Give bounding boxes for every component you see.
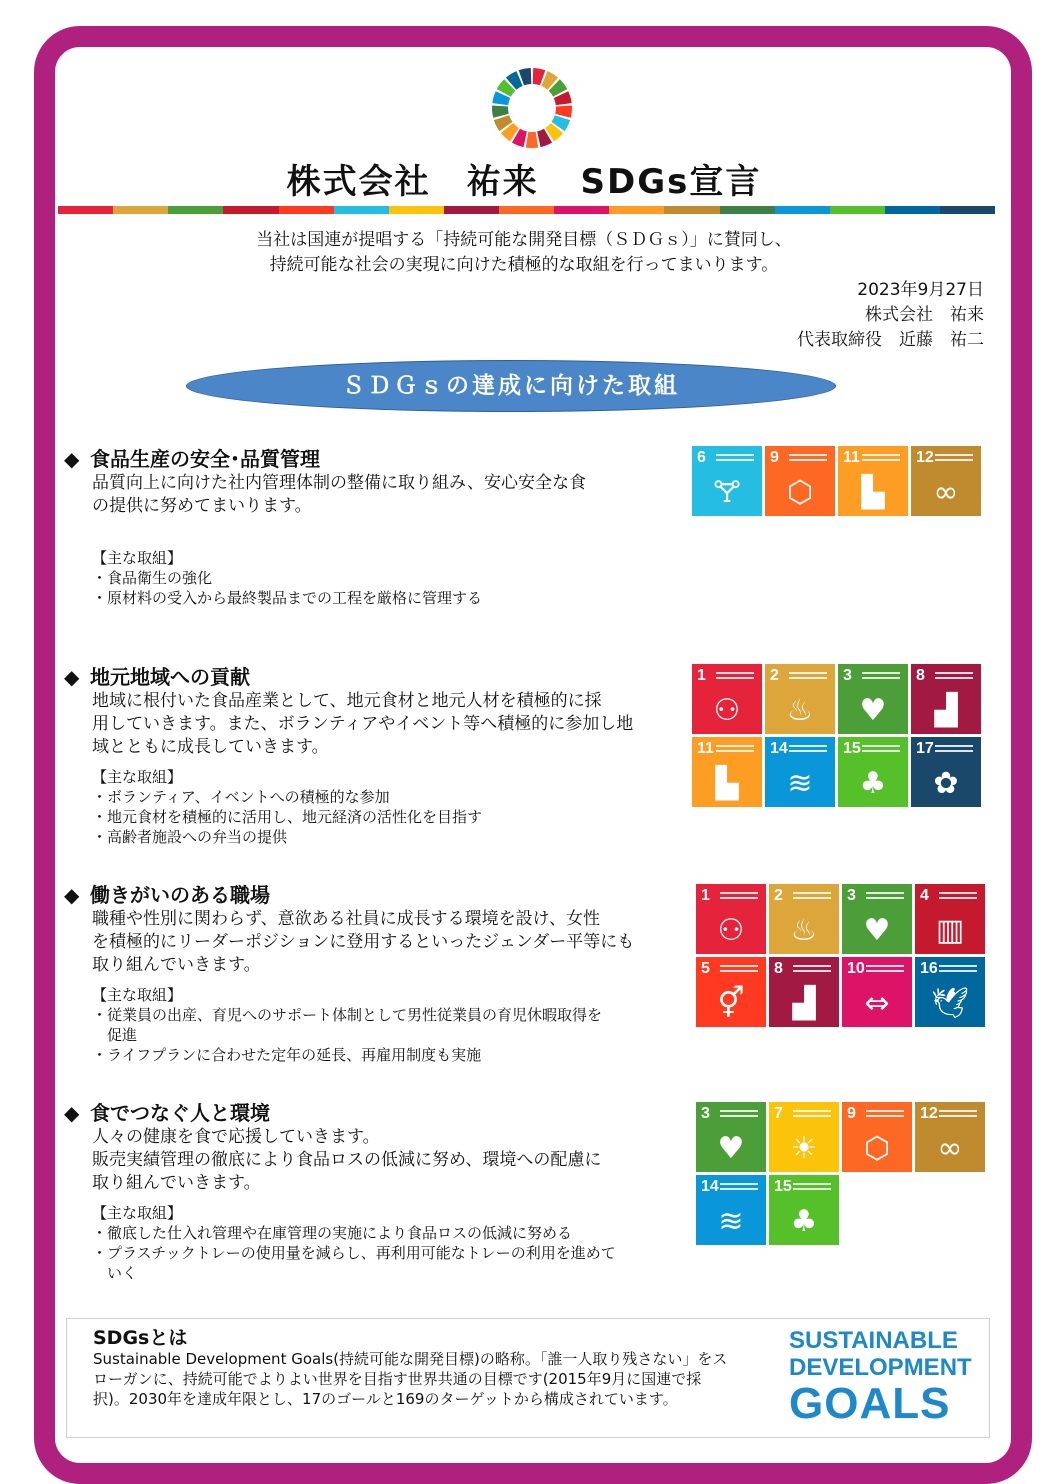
- goal-caption-lines: [720, 1110, 758, 1112]
- section-body: 職種や性別に関わらず、意欲ある社員に成長する環境を設け、女性 を積極的にリーダーポジションに登用するといったジェンダー平等にも 取り組んでいきます。: [92, 909, 635, 975]
- stripe-segment: [775, 206, 830, 214]
- goal-caption-lines: [716, 672, 754, 674]
- stripe-segment: [168, 206, 223, 214]
- goal-number: 8: [774, 960, 783, 977]
- consumption-icon: ∞: [933, 475, 959, 510]
- goal-number: 11: [843, 449, 860, 466]
- goal-caption-lines: [935, 672, 973, 674]
- sdg-goal-11-tile: [692, 737, 762, 807]
- sdg-goal-7-tile: [769, 1102, 839, 1172]
- partnership-icon: ✿: [933, 766, 959, 801]
- diamond-bullet-icon: ◆: [64, 665, 80, 689]
- sdgs-about-box: [66, 1318, 990, 1438]
- stripe-segment: [113, 206, 168, 214]
- goal-number: 9: [770, 449, 779, 466]
- industry-icon: ⬡: [786, 475, 814, 510]
- goal-number: 3: [847, 887, 856, 904]
- stripe-segment: [444, 206, 499, 214]
- goal-caption-lines: [716, 454, 754, 456]
- diamond-bullet-icon: ◆: [64, 447, 80, 471]
- health-icon: ♥: [717, 1131, 745, 1166]
- city-icon: ▙: [715, 766, 739, 801]
- goal-caption-lines: [716, 745, 754, 747]
- signature-block: [797, 278, 984, 353]
- declaration-title: SDGs宣言: [580, 162, 762, 202]
- sdg-goal-4-tile: [915, 884, 985, 954]
- wheel-segment: [492, 106, 509, 118]
- section-initiatives: 【主な取組】 ・ボランティア、イベントへの積極的な参加 ・地元食材を積極的に活用し、地元経済の活性化を目指す ・高齢者施設への弁当の提供: [92, 768, 483, 846]
- goal-caption-lines: [862, 672, 900, 674]
- declaration-date: 2023年9月27日: [857, 280, 984, 300]
- stripe-segment: [499, 206, 554, 214]
- sdg-goal-11-tile: [838, 446, 908, 516]
- section-food-environment: [64, 1100, 672, 1283]
- sdg-goal-15-tile: [838, 737, 908, 807]
- goal-number: 8: [916, 667, 925, 684]
- goal-caption-lines: [935, 454, 973, 456]
- sdg-goal-12-tile: [911, 446, 981, 516]
- stripe-segment: [940, 206, 995, 214]
- goal-caption-lines: [939, 892, 977, 894]
- goal-caption-lines: [789, 672, 827, 674]
- decent-work-icon: ▟: [792, 986, 816, 1021]
- section-local-community: [64, 664, 672, 847]
- goal-icons-local-community: [692, 664, 981, 807]
- goal-caption-lines: [939, 1110, 977, 1112]
- goal-caption-lines: [939, 965, 977, 967]
- zero-hunger-icon: ♨: [790, 913, 818, 948]
- wheel-segment: [555, 106, 572, 118]
- gender-equality-icon: ⚥: [717, 986, 745, 1021]
- goal-number: 5: [701, 960, 710, 977]
- life-below-water-icon: ≋: [787, 766, 813, 801]
- section-initiatives: 【主な取組】 ・食品衛生の強化 ・原材料の受入から最終製品までの工程を厳格に管理する: [92, 549, 483, 607]
- section-heading: ◆ 働きがいのある職場: [64, 883, 270, 907]
- no-poverty-icon: ⚇: [717, 913, 745, 948]
- sdgs-wheel-logo: [490, 66, 574, 150]
- sdg-goal-9-tile: [765, 446, 835, 516]
- section-body: 地域に根付いた食品産業として、地元食材と地元人材を積極的に採 用していきます。また、ボランティアやイベント等へ積極的に参加し地 域とともに成長していきます。: [92, 691, 634, 757]
- no-poverty-icon: ⚇: [713, 693, 741, 728]
- goal-caption-lines: [793, 1110, 831, 1112]
- section-initiatives: 【主な取組】 ・徹底した仕入れ管理や在庫管理の実施により食品ロスの低減に努める ・プラスチックトレーの使用量を減らし、再利用可能なトレーの利用を進めて いく: [92, 1204, 616, 1282]
- about-heading: SDGsとは: [93, 1327, 188, 1349]
- sdg-goal-2-tile: [765, 664, 835, 734]
- goal-caption-lines: [866, 1110, 904, 1112]
- goal-caption-lines: [935, 745, 973, 747]
- sustainable-development-goals-logo: SUSTAINABLE DEVELOPMENT GOALS: [789, 1327, 972, 1428]
- intro-text: [0, 228, 1048, 278]
- page-title: [0, 154, 1048, 203]
- goal-number: 1: [701, 887, 710, 904]
- section-heading: ◆ 食でつなぐ人と環境: [64, 1101, 270, 1125]
- stripe-segment: [223, 206, 278, 214]
- goal-number: 12: [916, 449, 934, 466]
- zero-hunger-icon: ♨: [786, 693, 814, 728]
- section-workplace: [64, 882, 672, 1065]
- goal-caption-lines: [789, 745, 827, 747]
- goal-number: 10: [847, 960, 865, 977]
- sdg-goal-2-tile: [769, 884, 839, 954]
- goal-number: 4: [920, 887, 929, 904]
- health-icon: ♥: [859, 693, 887, 728]
- stripe-segment: [279, 206, 334, 214]
- section-food-safety: [64, 446, 672, 608]
- stripe-segment: [334, 206, 389, 214]
- stripe-segment: [58, 206, 113, 214]
- stripe-segment: [664, 206, 719, 214]
- goal-number: 3: [701, 1105, 710, 1122]
- goal-icons-food-environment: [696, 1102, 985, 1245]
- goal-caption-lines: [793, 892, 831, 894]
- diamond-bullet-icon: ◆: [64, 883, 80, 907]
- goal-caption-lines: [793, 1183, 831, 1185]
- sdg-goal-6-tile: [692, 446, 762, 516]
- goal-caption-lines: [866, 965, 904, 967]
- city-icon: ▙: [861, 475, 885, 510]
- company-name: 株式会社 祐来: [286, 162, 539, 202]
- sdg-goal-14-tile: [765, 737, 835, 807]
- goal-icons-workplace: [696, 884, 985, 1027]
- sdg-goal-5-tile: [696, 957, 766, 1027]
- goal-caption-lines: [862, 745, 900, 747]
- education-icon: ▥: [935, 913, 965, 948]
- about-text: Sustainable Development Goals(持続可能な開発目標)の略称。「誰一人取り残さない」をスローガンに、持続可能でよりよい世界を目指す世界共通の目標です(2015年9月に国連で採択)。2030年を達成年限とし、17のゴールと169のターゲットから構成されています。: [93, 1350, 728, 1408]
- section-body: 人々の健康を食で応援していきます。 販売実績管理の徹底により食品ロスの低減に努め、環境への配慮に 取り組んでいきます。: [92, 1127, 602, 1193]
- goal-number: 14: [701, 1178, 719, 1195]
- sdg-goal-1-tile: [692, 664, 762, 734]
- industry-icon: ⬡: [863, 1131, 891, 1166]
- inequality-icon: ⇔: [864, 986, 890, 1021]
- sdg-goal-17-tile: [911, 737, 981, 807]
- section-heading: ◆ 地元地域への貢献: [64, 665, 250, 689]
- goal-number: 2: [774, 887, 783, 904]
- intro-line-1: 当社は国連が提唱する「持続可能な開発目標（ＳＤＧｓ）」に賛同し、: [256, 230, 792, 250]
- stripe-segment: [389, 206, 444, 214]
- peace-icon: 🕊: [930, 986, 970, 1021]
- sdg-goal-10-tile: [842, 957, 912, 1027]
- sdg-goal-16-tile: [915, 957, 985, 1027]
- stripe-segment: [885, 206, 940, 214]
- sdg-goal-3-tile: [838, 664, 908, 734]
- stripe-segment: [720, 206, 775, 214]
- goal-caption-lines: [866, 892, 904, 894]
- consumption-icon: ∞: [937, 1131, 963, 1166]
- sdg-goal-9-tile: [842, 1102, 912, 1172]
- goal-number: 2: [770, 667, 779, 684]
- sdg-goal-14-tile: [696, 1175, 766, 1245]
- stripe-segment: [830, 206, 885, 214]
- goal-number: 12: [920, 1105, 938, 1122]
- life-on-land-icon: ♣: [790, 1204, 818, 1239]
- wheel-segment: [526, 132, 538, 148]
- signer-company: 株式会社 祐来: [865, 305, 984, 325]
- sdg-goal-8-tile: [769, 957, 839, 1027]
- life-below-water-icon: ≋: [718, 1204, 744, 1239]
- section-initiatives: 【主な取組】 ・従業員の出産、育児へのサポート体制として男性従業員の育児休暇取得を 促進 ・ライフプランに合わせた定年の延長、再雇用制度も実施: [92, 986, 603, 1064]
- intro-line-2: 持続可能な社会の実現に向けた積極的な取組を行ってまいります。: [269, 255, 779, 275]
- goal-number: 16: [920, 960, 938, 977]
- goal-number: 3: [843, 667, 852, 684]
- stripe-segment: [609, 206, 664, 214]
- goal-caption-lines: [862, 454, 900, 456]
- goal-caption-lines: [789, 454, 827, 456]
- health-icon: ♥: [863, 913, 891, 948]
- clean-energy-icon: ☀: [790, 1131, 818, 1166]
- sdg-goal-3-tile: [696, 1102, 766, 1172]
- goal-number: 1: [697, 667, 706, 684]
- decent-work-icon: ▟: [934, 693, 958, 728]
- signer-name: 代表取締役 近藤 祐二: [797, 330, 984, 350]
- sdg-goal-15-tile: [769, 1175, 839, 1245]
- sdg-goal-3-tile: [842, 884, 912, 954]
- goal-icons-food-safety: [692, 446, 981, 516]
- goal-number: 15: [774, 1178, 792, 1195]
- goal-number: 6: [697, 449, 706, 466]
- diamond-bullet-icon: ◆: [64, 1101, 80, 1125]
- section-body: 品質向上に向けた社内管理体制の整備に取り組み、安心安全な食 の提供に努めてまいります。: [92, 473, 587, 516]
- sdg-goal-8-tile: [911, 664, 981, 734]
- life-on-land-icon: ♣: [859, 766, 887, 801]
- goal-number: 9: [847, 1105, 856, 1122]
- goal-caption-lines: [720, 965, 758, 967]
- goal-caption-lines: [793, 965, 831, 967]
- color-stripe: [58, 206, 995, 214]
- goal-number: 17: [916, 740, 934, 757]
- goal-caption-lines: [720, 1183, 758, 1185]
- goal-number: 11: [697, 740, 714, 757]
- initiatives-banner: ＳＤＧｓの達成に向けた取組: [186, 360, 836, 412]
- sdg-goal-12-tile: [915, 1102, 985, 1172]
- section-heading: ◆ 食品生産の安全･品質管理: [64, 447, 320, 471]
- goal-number: 15: [843, 740, 861, 757]
- sdg-goal-1-tile: [696, 884, 766, 954]
- clean-water-icon: 🝖: [712, 475, 742, 510]
- goal-number: 7: [774, 1105, 783, 1122]
- stripe-segment: [554, 206, 609, 214]
- goal-number: 14: [770, 740, 788, 757]
- goal-caption-lines: [720, 892, 758, 894]
